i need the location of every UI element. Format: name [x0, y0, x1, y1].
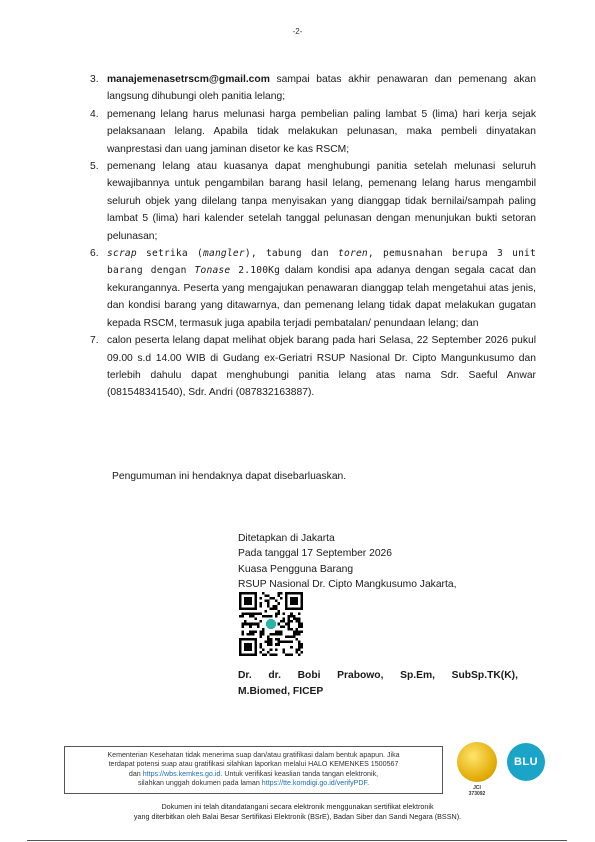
signature-institution: RSUP Nasional Dr. Cipto Mangkusumo Jakarta, — [238, 579, 457, 591]
text-run: scrap — [107, 248, 137, 260]
signer-name — [238, 668, 518, 699]
e-signature-footer — [0, 802, 595, 821]
jci-label: JCI — [473, 785, 481, 791]
list-item-number: 6. — [90, 248, 99, 260]
anti-gratification-notice — [64, 746, 443, 794]
notice-text: silahkan unggah dokumen pada laman — [137, 778, 262, 787]
text-run: ), tabung dan — [244, 248, 339, 260]
signature-block — [238, 531, 456, 593]
notice-line — [65, 770, 442, 779]
text-run: Tonase — [194, 265, 231, 277]
jci-seal-icon — [457, 742, 497, 782]
text-run: pemenang lelang atau kuasanya dapat menghubungi panitia setelah melunasi seluruh kewajibannya untuk pengambilan barang hasil lelang, pemenang lelang harus mengambil seluruh objek yang dilelang tanpa menyisakan yang dianggap tidak bernilai/sampah paling lambat 5 (lima) hari kalender setelah tanggal pelunasan dengan menunjukan bukti setoran pelunasan; — [107, 161, 536, 242]
signer-name-line2: M.Biomed, FICEP — [238, 685, 324, 697]
list-item-text — [107, 71, 536, 106]
jci-caption — [463, 785, 491, 797]
list-item-number: 7. — [90, 335, 99, 347]
footer-divider — [27, 840, 567, 841]
list-item — [90, 158, 536, 245]
signature-date: Pada tanggal 17 September 2026 — [238, 548, 393, 560]
email-address: manajemenasetrscm@gmail.com — [107, 74, 270, 85]
wbs-link[interactable]: https://wbs.kemkes.go.id — [142, 769, 221, 778]
text-run: pemenang lelang harus melunasi harga pembelian paling lambat 5 (lima) hari kerja sejak pelaksanaan lelang. Apabila tidak melakukan pelunasan, maka pembeli dinyatakan wanprestasi dan uang jaminan disetor ke kas RSCM; — [107, 108, 536, 155]
list-item-text — [107, 332, 536, 402]
list-item — [90, 245, 536, 332]
notice-text: dan — [128, 769, 143, 778]
list-item-text — [107, 106, 536, 158]
page-number: -2- — [292, 27, 303, 36]
signer-name-word: Prabowo, — [337, 670, 384, 681]
list-item-text — [107, 158, 536, 245]
text-run: 2.100Kg — [230, 265, 281, 277]
signature-place: Ditetapkan di Jakarta — [238, 533, 335, 544]
list-item-text — [107, 245, 536, 332]
text-run: setrika ( — [136, 248, 203, 260]
signature-role: Kuasa Pengguna Barang — [238, 563, 354, 575]
text-run: toren — [338, 248, 368, 260]
footer-line: yang diterbitkan oleh Balai Besar Sertifikasi Elektronik (BSrE), Badan Siber dan Sandi Negara (BSSN). — [133, 811, 462, 821]
notice-text: . Untuk verifikasi keaslian tanda tangan elektronik, — [220, 769, 379, 778]
conditions-list — [90, 71, 536, 402]
text-run: calon peserta lelang dapat melihat objek barang pada hari Selasa, 22 September 2026 pukul 09.00 s.d 14.00 WIB di Gudang ex-Geriatri RSUP Nasional Dr. Cipto Mangunkusumo dan terlebih dahulu dapat menghubungi panitia lelang atas nama Sdr. Saeful Anwar (081548341540), Sdr. Andri (087832163887). — [107, 335, 536, 399]
notice-line: Kementerian Kesehatan tidak menerima suap dan/atau gratifikasi dalam bentuk apapun. Jika — [107, 751, 400, 759]
signer-name-word: Sp.Em, — [400, 670, 435, 681]
footer-line: Dokumen ini telah ditandatangani secara elektronik menggunakan sertifikat elektronik — [161, 802, 434, 811]
text-run: sampai batas akhir penawaran dan pemenang akan langsung dihubungi oleh panitia lelang; — [107, 74, 536, 103]
text-run: mangler — [203, 248, 245, 260]
text-run: , pemusnahan berupa 3 unit barang dengan — [107, 248, 536, 277]
list-item — [90, 71, 536, 106]
notice-line — [65, 779, 442, 788]
signer-name-word: dr. — [268, 670, 281, 681]
notice-text: . — [367, 778, 370, 787]
list-item — [90, 332, 536, 402]
signer-name-word: Dr. — [238, 670, 252, 681]
list-item — [90, 106, 536, 158]
list-item-number: 4. — [90, 108, 99, 120]
jci-number: 373092 — [468, 791, 486, 797]
text-run: dalam kondisi apa adanya dengan segala cacat dan kekurangannya. Peserta yang mengajukan penawaran dianggap telah mengetahui atas jenis, dan kondisi barang yang ditawarnya, dan pemenang lelang tidak dapat melakukan gugatan kepada RSCM, termasuk juga apabila terjadi pembatalan/ penundaan lelang; dan — [107, 265, 536, 329]
announcement-text: Pengumuman ini hendaknya dapat disebarluaskan. — [112, 471, 347, 482]
qr-code — [239, 592, 303, 656]
notice-line: terdapat potensi suap atau gratifikasi silahkan laporkan melalui HALO KEMENKES 1500567 — [108, 760, 399, 769]
blu-logo: BLU — [507, 743, 545, 781]
list-item-number: 3. — [90, 74, 99, 85]
signer-name-word: Bobi — [297, 670, 321, 681]
verify-pdf-link[interactable]: https://tte.komdigi.go.id/verifyPDF — [261, 778, 368, 787]
list-item-number: 5. — [90, 161, 99, 173]
signer-name-word: SubSp.TK(K), — [451, 670, 518, 681]
